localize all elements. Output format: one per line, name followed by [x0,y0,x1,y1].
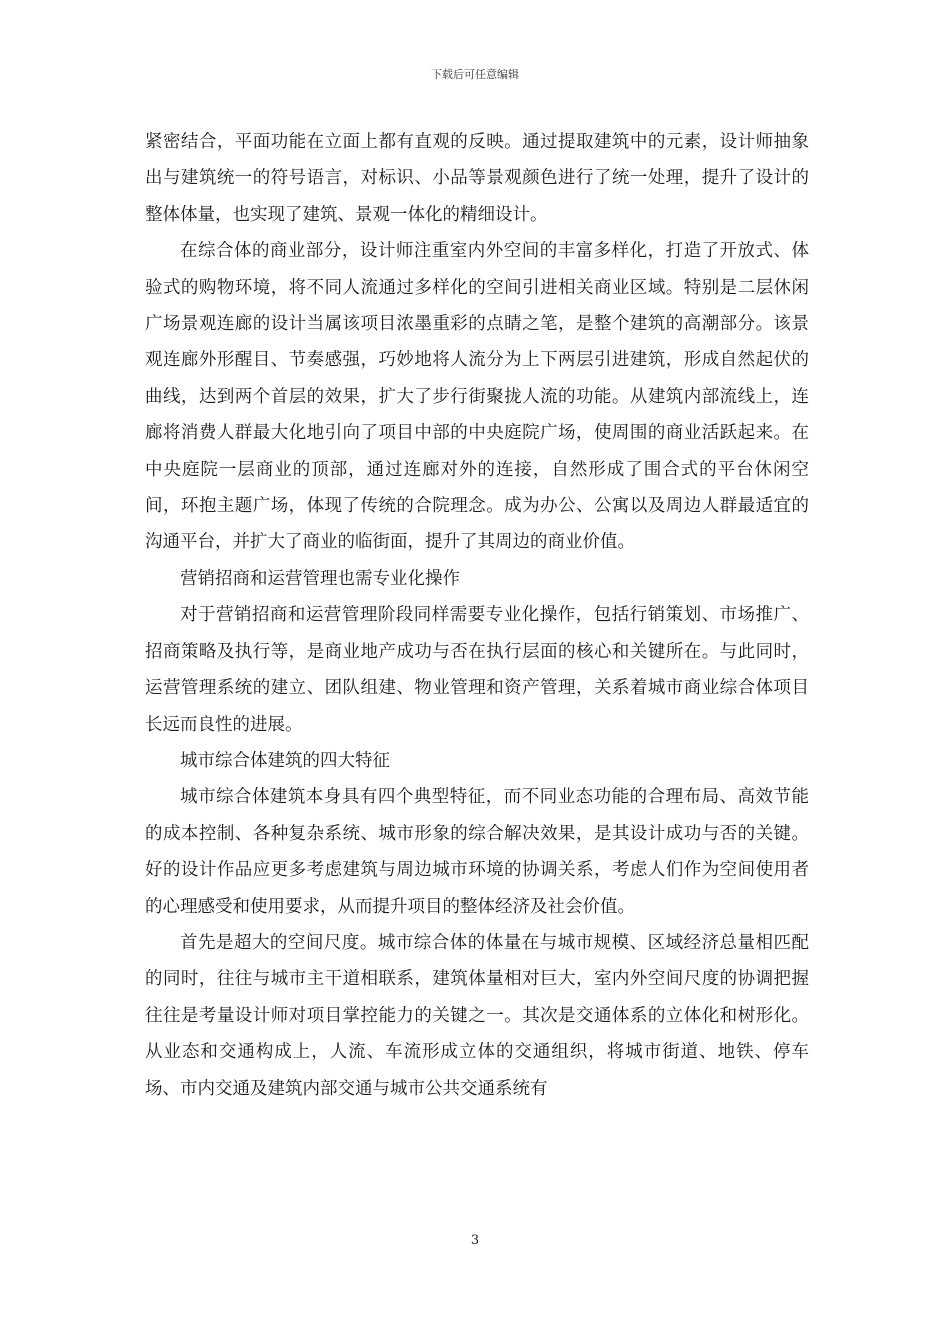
page-number: 3 [470,1233,480,1248]
paragraph-continued: 紧密结合，平面功能在立面上都有直观的反映。通过提取建筑中的元素，设计师抽象出与建筑统一的符号语言，对标识、小品等景观颜色进行了统一处理，提升了设计的整体体量，也实现了建筑、景观一体化的精细设计。 [145,132,809,225]
paragraph-commercial-section: 在综合体的商业部分，设计师注重室内外空间的丰富多样化，打造了开放式、体验式的购物环境，将不同人流通过多样化的空间引进相关商业区域。特别是二层休闲广场景观连廊的设计当属该项目浓墨重彩的点睛之笔，是整个建筑的高潮部分。该景观连廊外形醒目、节奏感强，巧妙地将人流分为上下两层引进建筑，形成自然起伏的曲线，达到两个首层的效果，扩大了步行街聚拢人流的功能。从建筑内部流线上，连廊将消费人群最大化地引向了项目中部的中央庭院广场，使周围的商业活跃起来。在中央庭院一层商业的顶部，通过连廊对外的连接，自然形成了围合式的平台休闲空间，环抱主题广场，体现了传统的合院理念。成为办公、公寓以及周边人群最适宜的沟通平台，并扩大了商业的临街面，提升了其周边的商业价值。 [145,241,809,553]
paragraph-marketing: 对于营销招商和运营管理阶段同样需要专业化操作，包括行销策划、市场推广、招商策略及执行等，是商业地产成功与否在执行层面的核心和关键所在。与此同时，运营管理系统的建立、团队组建、物业管理和资产管理，关系着城市商业综合体项目长远而良性的进展。 [145,605,809,735]
section-heading-four-features: 城市综合体建筑的四大特征 [180,750,390,771]
paragraph-space-scale: 首先是超大的空间尺度。城市综合体的体量在与城市规模、区域经济总量相匹配的同时，往往与城市主干道相联系，建筑体量相对巨大，室内外空间尺度的协调把握往往是考量设计师对项目掌控能力的关键之一。其次是交通体系的立体化和树形化。从业态和交通构成上，人流、车流形成立体的交通组织，将城市街道、地铁、停车场、市内交通及建筑内部交通与城市公共交通系统有 [145,932,809,1099]
paragraph-four-features: 城市综合体建筑本身具有四个典型特征，而不同业态功能的合理布局、高效节能的成本控制、各种复杂系统、城市形象的综合解决效果，是其设计成功与否的关键。好的设计作品应更多考虑建筑与周边城市环境的协调关系，考虑人们作为空间使用者的心理感受和使用要求，从而提升项目的整体经济及社会价值。 [145,787,809,917]
page-header: 下载后可任意编辑 [431,68,519,81]
section-heading-marketing: 营销招商和运营管理也需专业化操作 [180,568,460,589]
document-body [145,124,809,1107]
